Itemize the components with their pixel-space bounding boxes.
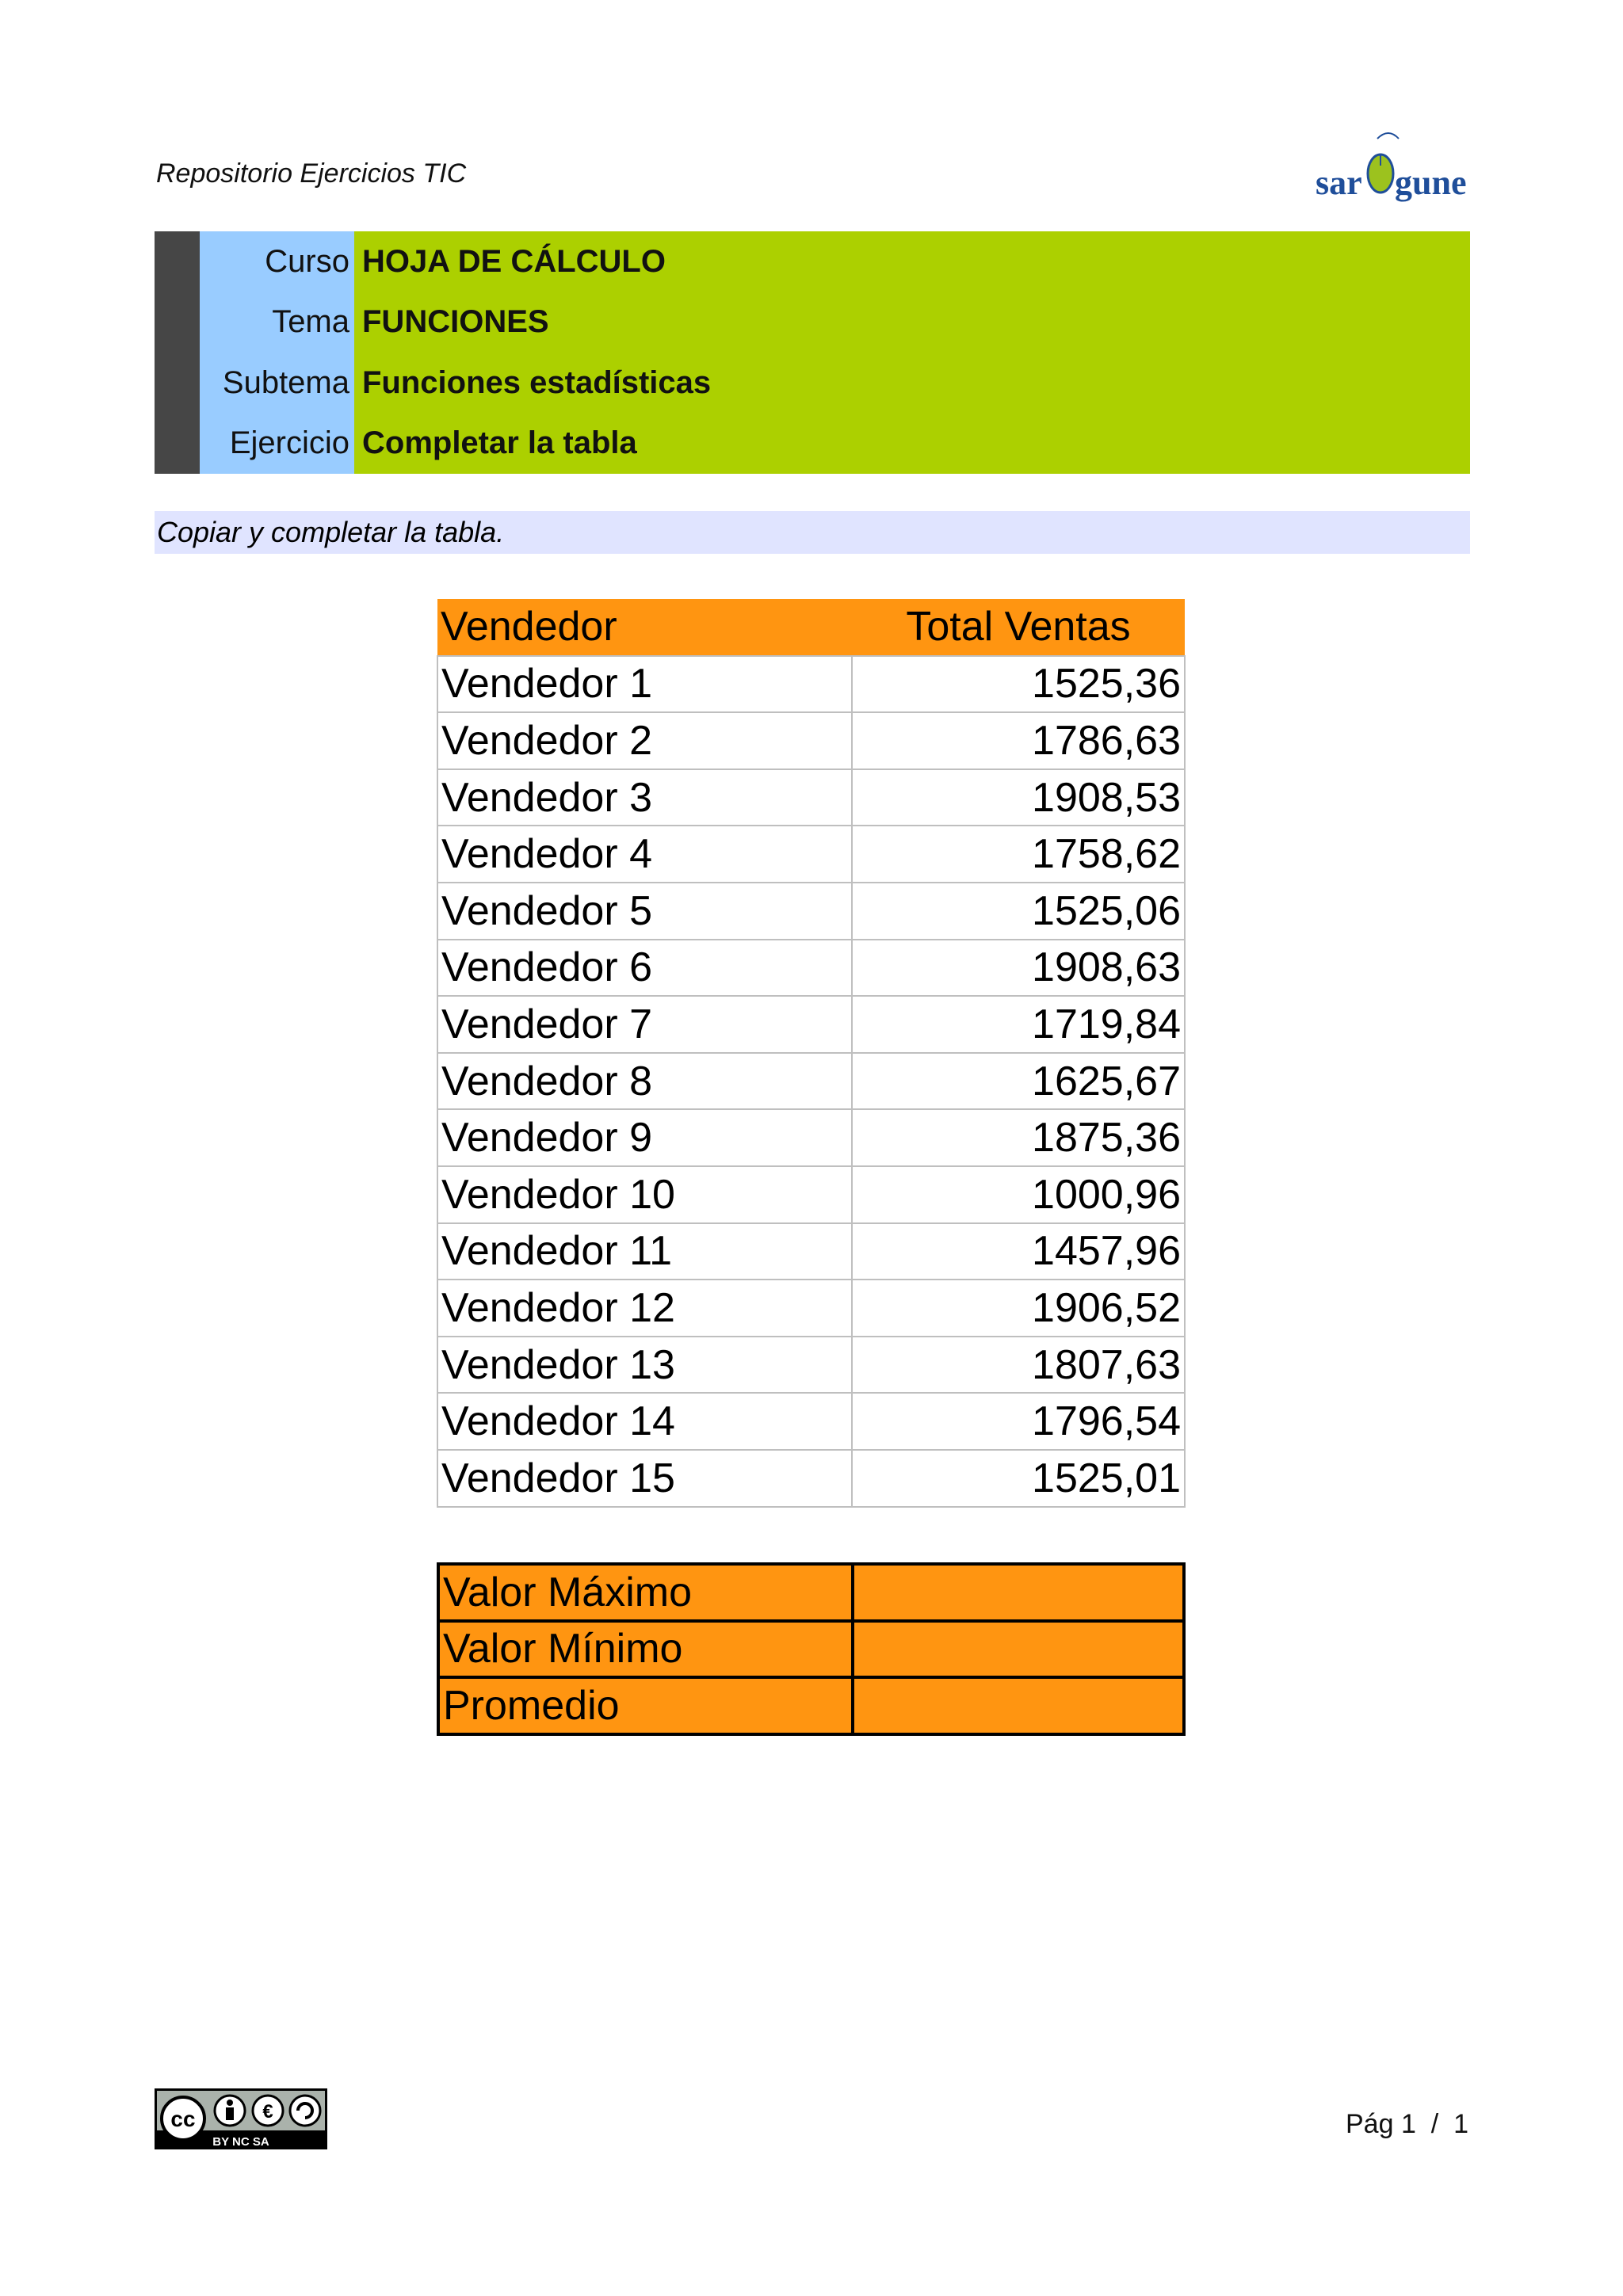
course-info-block <box>155 231 1470 474</box>
summary-row <box>438 1677 1184 1734</box>
vendedor-cell: Vendedor 15 <box>437 1450 852 1507</box>
vendedor-cell: Vendedor 9 <box>437 1109 852 1166</box>
ejercicio-value: Completar la tabla <box>362 425 637 461</box>
course-labels <box>200 231 354 474</box>
instruction-bar: Copiar y completar la tabla. <box>155 511 1470 554</box>
svg-text:cc: cc <box>170 2107 196 2131</box>
vendedor-cell: Vendedor 13 <box>437 1337 852 1394</box>
total-ventas-cell: 1525,06 <box>852 883 1185 940</box>
page-current: 1 <box>1400 2109 1416 2139</box>
table-row <box>437 826 1185 883</box>
license-text: BY NC SA <box>212 2135 269 2149</box>
vendedor-cell: Vendedor 6 <box>437 940 852 997</box>
total-ventas-cell: 1000,96 <box>852 1166 1185 1223</box>
table-row <box>437 712 1185 769</box>
vendedor-cell: Vendedor 12 <box>437 1280 852 1337</box>
table-row <box>437 1393 1185 1450</box>
total-ventas-cell: 1758,62 <box>852 826 1185 883</box>
table-row <box>437 769 1185 826</box>
vendedor-cell: Vendedor 8 <box>437 1053 852 1110</box>
repository-title: Repositorio Ejercicios TIC <box>156 158 467 189</box>
vendedor-cell: Vendedor 4 <box>437 826 852 883</box>
summary-value-cell[interactable] <box>853 1677 1184 1734</box>
total-ventas-cell: 1625,67 <box>852 1053 1185 1110</box>
total-ventas-cell: 1906,52 <box>852 1280 1185 1337</box>
summary-row <box>438 1564 1184 1621</box>
vendedor-cell: Vendedor 2 <box>437 712 852 769</box>
table-row <box>437 1337 1185 1394</box>
page-total: 1 <box>1453 2109 1469 2139</box>
total-ventas-cell: 1796,54 <box>852 1393 1185 1450</box>
table-row <box>437 1109 1185 1166</box>
vendedor-cell: Vendedor 1 <box>437 656 852 713</box>
vendedor-cell: Vendedor 14 <box>437 1393 852 1450</box>
vendedor-cell: Vendedor 7 <box>437 996 852 1053</box>
saregune-logo <box>1316 131 1470 218</box>
vendedor-cell: Vendedor 10 <box>437 1166 852 1223</box>
svg-text:gune: gune <box>1395 163 1467 202</box>
summary-label: Valor Máximo <box>438 1564 853 1621</box>
svg-text:sar: sar <box>1316 163 1362 202</box>
vendedor-cell: Vendedor 3 <box>437 769 852 826</box>
table-row <box>437 1280 1185 1337</box>
course-value: HOJA DE CÁLCULO <box>362 243 666 279</box>
page-prefix: Pág <box>1346 2109 1394 2139</box>
vendedor-cell: Vendedor 5 <box>437 883 852 940</box>
svg-text:€: € <box>262 2101 273 2122</box>
summary-value-cell[interactable] <box>853 1621 1184 1678</box>
subtema-value: Funciones estadísticas <box>362 364 712 400</box>
summary-table <box>437 1562 1186 1736</box>
sales-table <box>437 599 1186 1508</box>
summary-label: Valor Mínimo <box>438 1621 853 1678</box>
table-header-row <box>437 599 1185 656</box>
total-ventas-cell: 1908,53 <box>852 769 1185 826</box>
page-indicator <box>1346 2109 1468 2140</box>
total-ventas-cell: 1719,84 <box>852 996 1185 1053</box>
subtema-label: Subtema <box>222 364 349 400</box>
table-row <box>437 940 1185 997</box>
table-row <box>437 1053 1185 1110</box>
table-row <box>437 1166 1185 1223</box>
table-row <box>437 656 1185 713</box>
table-row <box>437 1450 1185 1507</box>
total-ventas-cell: 1908,63 <box>852 940 1185 997</box>
tema-value: FUNCIONES <box>362 304 549 340</box>
ejercicio-label: Ejercicio <box>229 425 349 461</box>
dark-side-bar <box>155 231 200 474</box>
vendedor-cell: Vendedor 11 <box>437 1223 852 1280</box>
total-ventas-cell: 1807,63 <box>852 1337 1185 1394</box>
total-ventas-cell: 1786,63 <box>852 712 1185 769</box>
table-row <box>437 1223 1185 1280</box>
course-label: Curso <box>265 243 349 279</box>
total-ventas-cell: 1525,01 <box>852 1450 1185 1507</box>
summary-row <box>438 1621 1184 1678</box>
summary-value-cell[interactable] <box>853 1564 1184 1621</box>
page-separator: / <box>1430 2109 1439 2139</box>
total-ventas-cell: 1525,36 <box>852 656 1185 713</box>
table-row <box>437 996 1185 1053</box>
column-header-total-ventas: Total Ventas <box>852 599 1185 656</box>
tema-label: Tema <box>272 304 349 340</box>
course-values <box>354 231 1470 474</box>
summary-label: Promedio <box>438 1677 853 1734</box>
total-ventas-cell: 1875,36 <box>852 1109 1185 1166</box>
column-header-vendedor: Vendedor <box>437 599 852 656</box>
creative-commons-badge <box>155 2088 327 2149</box>
table-row <box>437 883 1185 940</box>
total-ventas-cell: 1457,96 <box>852 1223 1185 1280</box>
